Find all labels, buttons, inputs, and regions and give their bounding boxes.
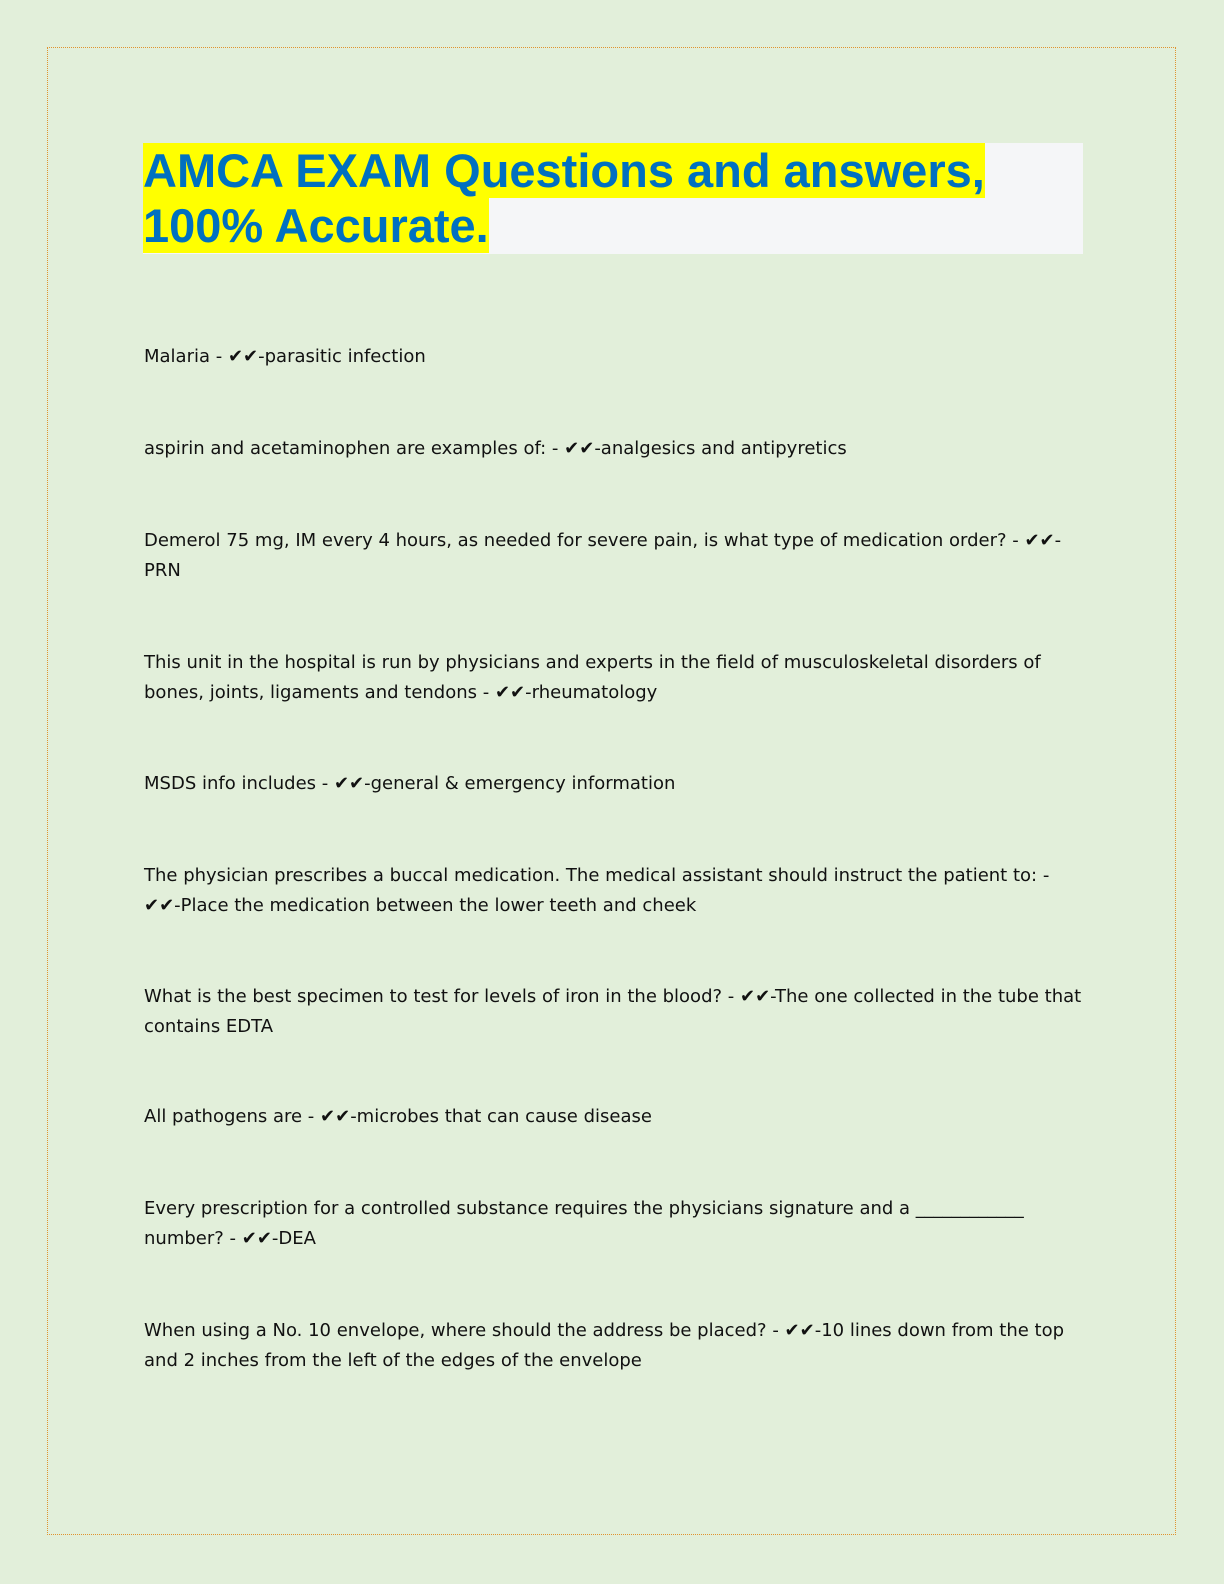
qa-item-9: Every prescription for a controlled substance requires the physicians signature and a ____________ number? - ✔✔-DEA xyxy=(144,1198,1024,1249)
qa-item-1: Malaria - ✔✔-parasitic infection xyxy=(144,346,426,367)
document-title xyxy=(143,143,1083,254)
qa-item-10: When using a No. 10 envelope, where should the address be placed? - ✔✔-10 lines down from the top and 2 inches from the left of the edges of the envelope xyxy=(144,1320,1065,1371)
title-line-1: AMCA EXAM Questions and answers, xyxy=(143,144,985,197)
qa-item-4: This unit in the hospital is run by physicians and experts in the field of musculoskeletal disorders of bones, joints, ligaments and tendons - ✔✔-rheumatology xyxy=(144,652,1041,703)
qa-item-2: aspirin and acetaminophen are examples of: - ✔✔-analgesics and antipyretics xyxy=(144,438,847,459)
qa-item-5: MSDS info includes - ✔✔-general & emergency information xyxy=(144,773,676,794)
qa-item-6: The physician prescribes a buccal medication. The medical assistant should instruct the patient to: - ✔✔-Place the medication between the lower teeth and cheek xyxy=(144,865,1050,916)
qa-item-8: All pathogens are - ✔✔-microbes that can cause disease xyxy=(144,1106,652,1127)
title-line-2: 100% Accurate. xyxy=(143,199,489,252)
qa-item-7: What is the best specimen to test for levels of iron in the blood? - ✔✔-The one collected in the tube that contains EDTA xyxy=(144,986,1082,1037)
qa-item-3: Demerol 75 mg, IM every 4 hours, as needed for severe pain, is what type of medication order? - ✔✔-PRN xyxy=(144,530,1062,581)
